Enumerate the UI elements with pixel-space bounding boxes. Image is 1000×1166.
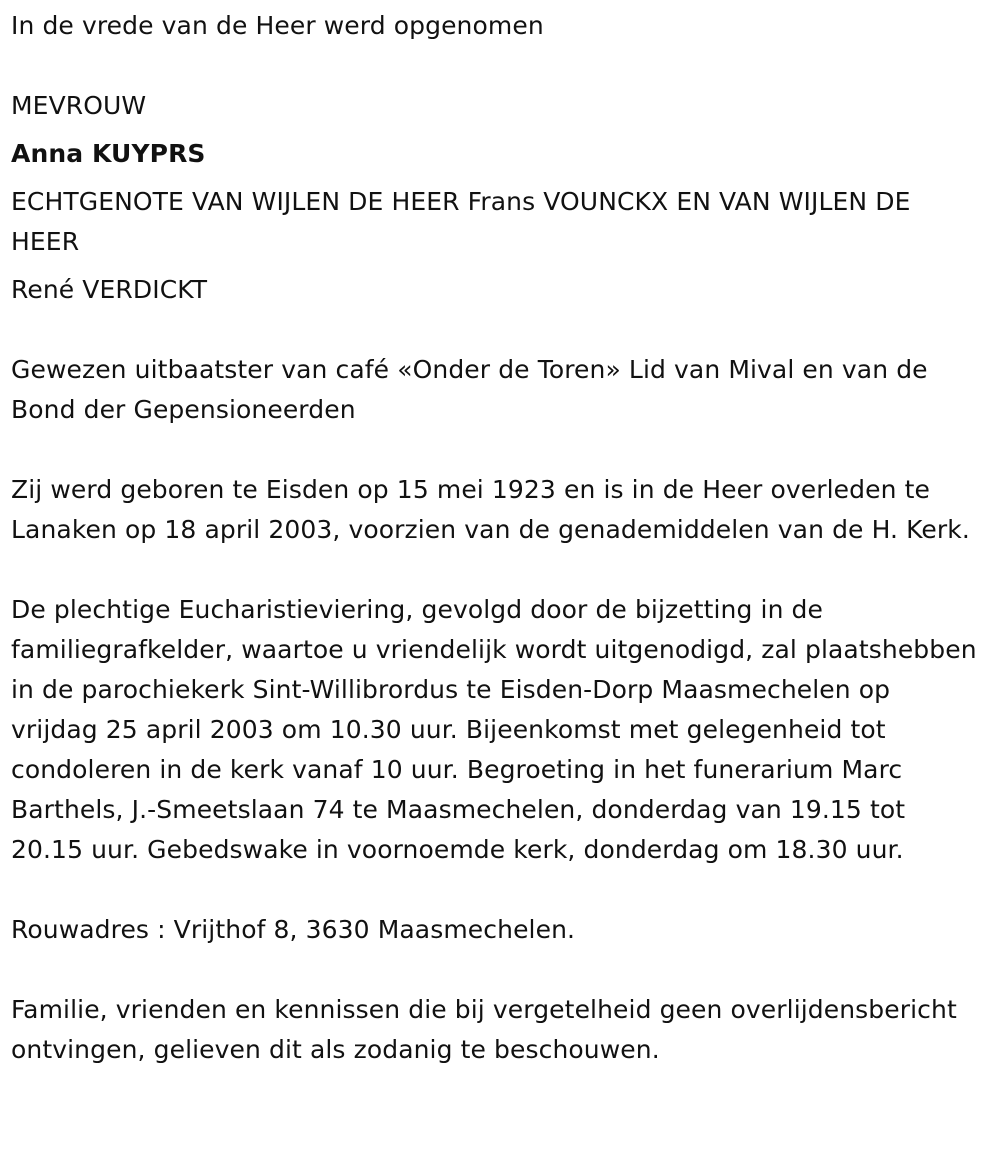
spacer <box>11 870 980 910</box>
spacer <box>11 950 980 990</box>
spacer <box>11 310 980 350</box>
honorific-title: MEVROUW <box>11 91 147 120</box>
second-spouse-name: René VERDICKT <box>11 275 208 304</box>
spacer <box>11 46 980 86</box>
spouse-line: ECHTGENOTE VAN WIJLEN DE HEER Frans VOUNCKX EN VAN WIJLEN DE HEER <box>11 187 911 256</box>
occupation-paragraph: Gewezen uitbaatster van café «Onder de Toren» Lid van Mival en van de Bond der Gepensioneerden <box>11 355 928 424</box>
spacer <box>11 430 980 470</box>
spacer <box>11 550 980 590</box>
ceremony-paragraph: De plechtige Eucharistieviering, gevolgd door de bijzetting in de familiegrafkelder, waartoe u vriendelijk wordt uitgenodigd, zal plaatshebben in de parochiekerk Sint-Willibrordus te Eisden-Dorp Maasmechelen op vrijdag 25 april 2003 om 10.30 uur. Bijeenkomst met gelegenheid tot condoleren in de kerk vanaf 10 uur. Begroeting in het funerarium Marc Barthels, J.-Smeetslaan 74 te Maasmechelen, donderdag van 19.15 tot 20.15 uur. Gebedswake in voornoemde kerk, donderdag om 18.30 uur. <box>11 595 977 864</box>
birth-death-paragraph: Zij werd geboren te Eisden op 15 mei 1923 en is in de Heer overleden te Lanaken op 18 april 2003, voorzien van de genademiddelen van de H. Kerk. <box>11 475 970 544</box>
mourning-address: Rouwadres : Vrijthof 8, 3630 Maasmechelen. <box>11 915 576 944</box>
intro-text: In de vrede van de Heer werd opgenomen <box>11 11 544 40</box>
closing-paragraph: Familie, vrienden en kennissen die bij vergetelheid geen overlijdensbericht ontvingen, gelieven dit als zodanig te beschouwen. <box>11 995 957 1064</box>
deceased-name: Anna KUYPRS <box>11 139 206 168</box>
